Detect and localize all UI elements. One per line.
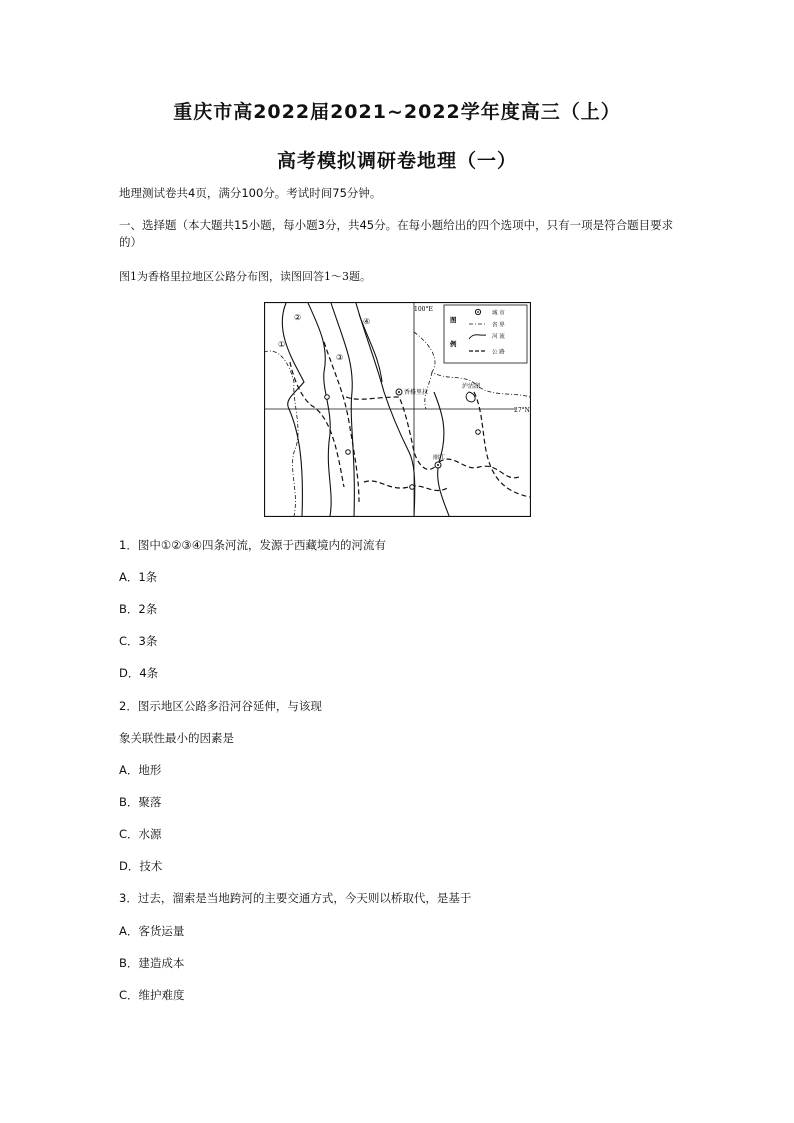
question-1-option-a[interactable]: A．1条 [119, 570, 158, 584]
question-2-option-a[interactable]: A．地形 [119, 763, 162, 777]
question-2-option-b[interactable]: B．聚落 [119, 795, 162, 809]
legend-item-boundary: 省 界 [492, 322, 505, 329]
city-label-shangri-la: 香格里拉 [404, 389, 429, 396]
road-map-figure [264, 302, 531, 517]
exam-info: 地理测试卷共4页，满分100分。考试时间75分钟。 [119, 186, 382, 200]
question-2-stem: 2．图示地区公路多沿河谷延伸，与该现 [119, 699, 322, 713]
latitude-label: 27°N [514, 407, 530, 414]
question-1-option-c[interactable]: C．3条 [119, 634, 158, 648]
river-marker-2: ② [294, 313, 302, 322]
river-marker-1: ① [278, 340, 286, 349]
figure-prompt: 图1为香格里拉地区公路分布图，读图回答1～3题。 [119, 270, 371, 283]
longitude-label: 100°E [414, 306, 433, 313]
question-2-stem-cont: 象关联性最小的因素是 [119, 731, 234, 745]
question-2-option-c[interactable]: C．水源 [119, 827, 162, 841]
river-marker-3: ③ [336, 353, 344, 362]
lake-label: 泸沽湖 [462, 383, 481, 390]
legend-title-bottom: 例 [450, 340, 457, 348]
legend-item-river: 河 流 [492, 334, 505, 340]
river-marker-4: ④ [363, 317, 371, 326]
question-1-option-b[interactable]: B．2条 [119, 602, 158, 616]
legend-title-top: 图 [450, 316, 457, 324]
town-marker [476, 430, 481, 435]
section-heading: 一、选择题（本大题共15小题，每小题3分，共45分。在每小题给出的四个选项中，只有一项是符合题目要求的） [119, 218, 674, 249]
map-legend [444, 305, 527, 363]
question-3-stem: 3．过去，溜索是当地跨河的主要交通方式，今天则以桥取代，是基于 [119, 891, 472, 905]
question-1-option-d[interactable]: D．4条 [119, 666, 159, 680]
town-marker [410, 485, 415, 490]
legend-item-road: 公 路 [492, 349, 505, 356]
city-label-lijiang: 丽江 [433, 454, 446, 461]
legend-item-city: 城 市 [492, 310, 505, 317]
question-2-option-d[interactable]: D．技术 [119, 859, 163, 873]
town-marker [346, 450, 351, 455]
exam-title: 重庆市高2022届2021~2022学年度高三（上） [173, 101, 621, 123]
question-3-option-a[interactable]: A．客货运量 [119, 924, 185, 938]
question-1-stem: 1．图中①②③④四条河流，发源于西藏境内的河流有 [119, 538, 387, 552]
question-3-option-b[interactable]: B．建造成本 [119, 956, 185, 970]
town-marker [325, 395, 330, 400]
question-3-option-c[interactable]: C．维护难度 [119, 988, 185, 1002]
exam-subtitle: 高考模拟调研卷地理（一） [276, 150, 517, 172]
